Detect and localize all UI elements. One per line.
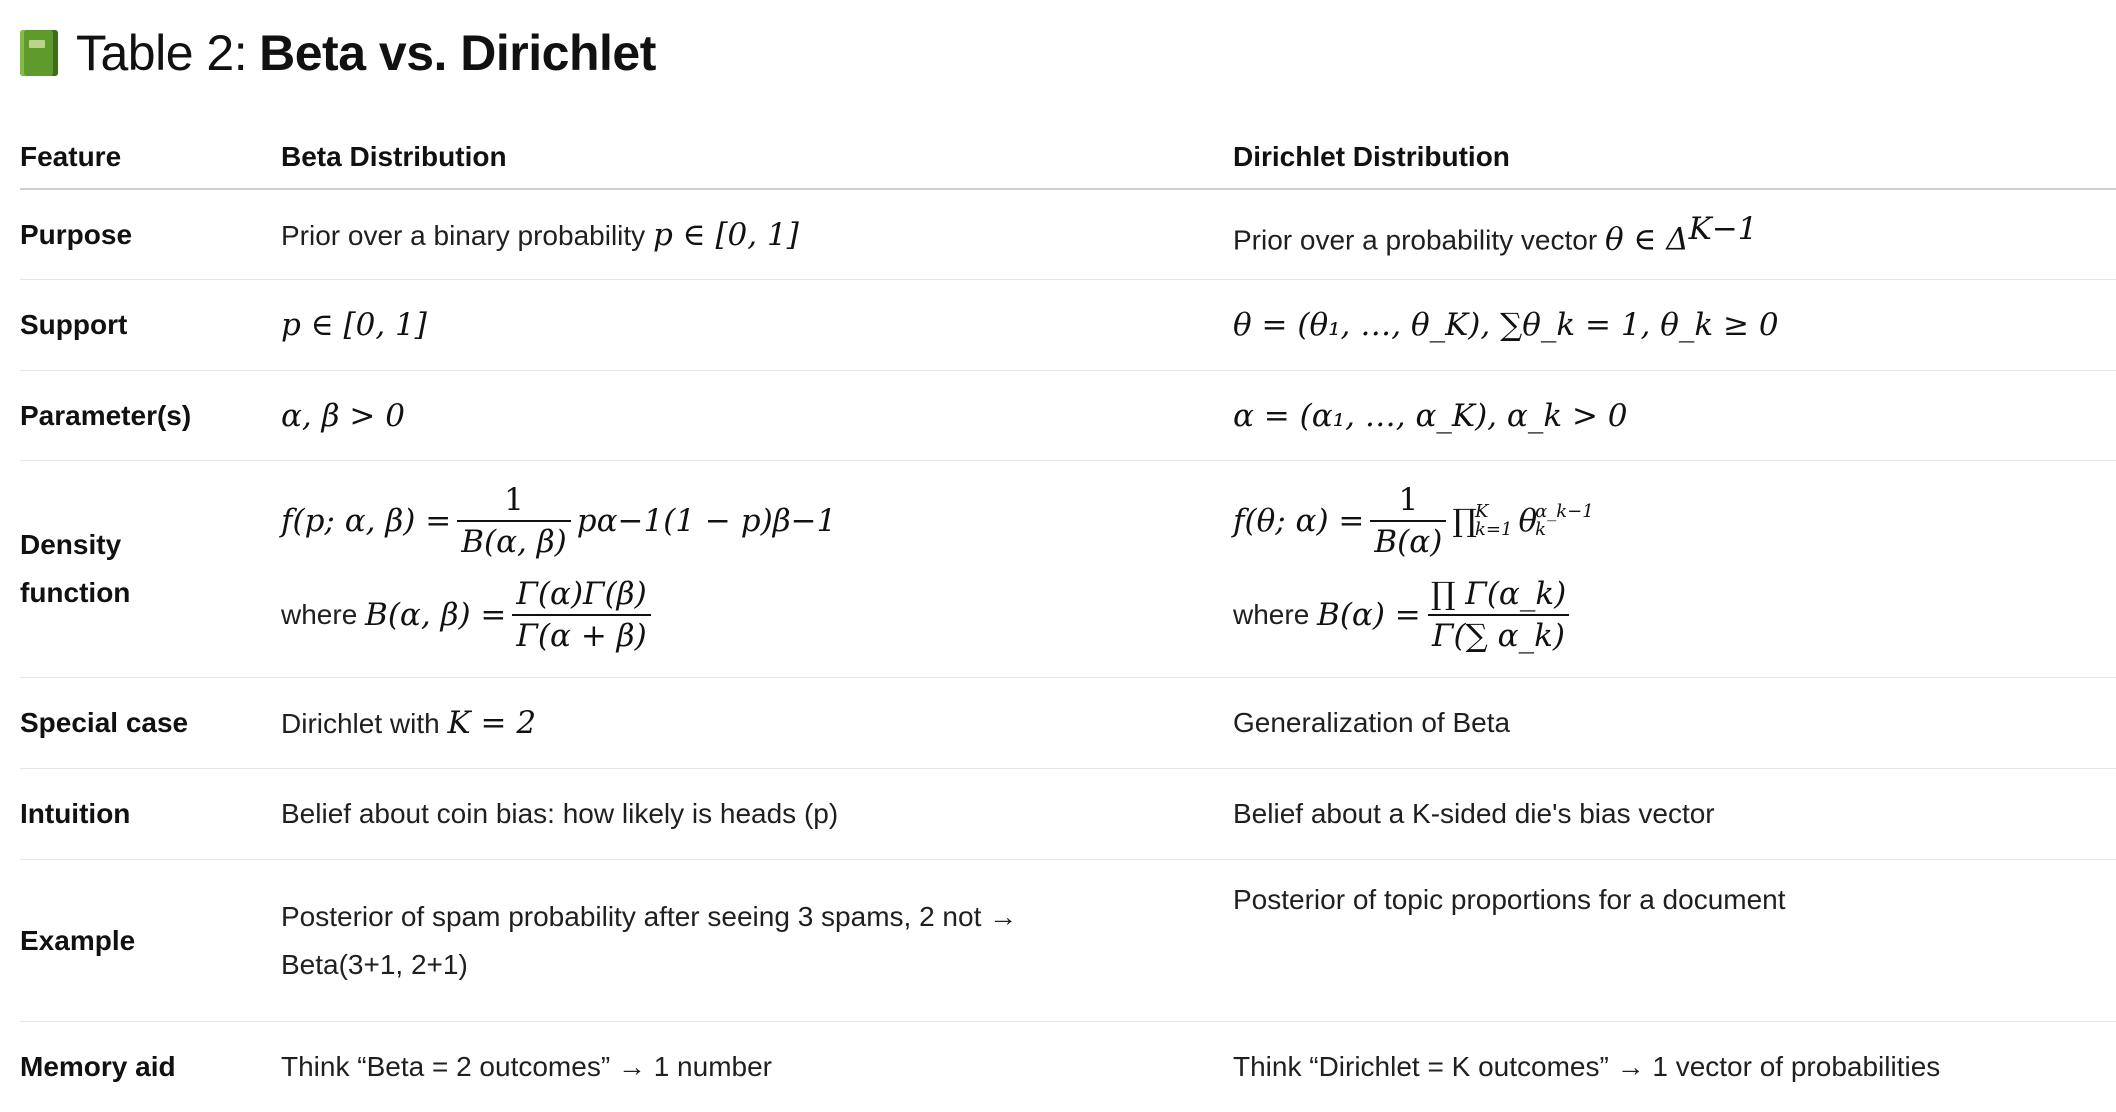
feature-cell: Example (20, 860, 281, 1022)
feature-cell: Parameter(s) (20, 371, 281, 461)
table-header-row (20, 120, 2116, 189)
beta-text: Dirichlet with (281, 708, 447, 739)
theta-exponent: α_k−1 (1535, 503, 1594, 521)
fraction-denominator: Γ(∑ α_k) (1428, 614, 1569, 654)
fraction-numerator: 1 (500, 482, 528, 520)
fraction-denominator: Γ(α + β) (512, 614, 650, 654)
beta-math: p ∈ [0, 1] (653, 217, 799, 253)
beta-b-lhs: B(α, β) = (365, 597, 506, 633)
beta-cell: Belief about coin bias: how likely is heads (p) (281, 769, 1233, 860)
table-row-intuition (20, 769, 2116, 860)
beta-text: Prior over a binary probability (281, 220, 653, 251)
beta-cell (281, 371, 1233, 461)
feature-label: Density function (20, 521, 160, 617)
beta-cell (281, 678, 1233, 769)
beta-density-p: p (577, 503, 597, 539)
header-beta: Beta Distribution (281, 120, 1233, 189)
product-upper: K (1475, 503, 1512, 521)
beta-math: α, β > 0 (281, 398, 405, 434)
fraction-numerator: Γ(α)Γ(β) (512, 576, 650, 614)
beta-cell (281, 461, 1233, 678)
dirichlet-math: α = (α₁, …, α_K), α_k > 0 (1233, 398, 1628, 434)
beta-cell (281, 860, 1233, 1022)
fraction-numerator: ∏ Γ(α_k) (1427, 576, 1570, 614)
dirichlet-text: Prior over a probability vector (1233, 225, 1605, 256)
dirichlet-cell (1233, 371, 2116, 461)
beta-cell: Think “Beta = 2 outcomes” → 1 number (281, 1022, 1233, 1112)
beta-density-fraction (457, 482, 571, 560)
beta-density-lhs: f(p; α, β) = (281, 503, 451, 539)
header-feature: Feature (20, 120, 281, 189)
dirichlet-cell: Belief about a K-sided die's bias vector (1233, 769, 2116, 860)
fraction-numerator: 1 (1394, 482, 1422, 520)
beta-b-fraction (512, 576, 650, 654)
fraction-denominator: B(α, β) (457, 520, 571, 560)
dirichlet-math: θ = (θ₁, …, θ_K), ∑θ_k = 1, θ_k ≥ 0 (1233, 307, 1779, 343)
product-symbol: ∏ (1452, 503, 1477, 539)
where-label: where (1233, 599, 1309, 631)
dirichlet-math-sup: K−1 (1689, 211, 1758, 247)
where-label: where (281, 599, 357, 631)
green-book-icon (20, 30, 58, 76)
beta-line-1: Posterior of spam probability after seeing 3 spams, 2 not → (281, 893, 1233, 941)
beta-cell (281, 189, 1233, 280)
fraction-denominator: B(α) (1370, 520, 1446, 560)
dirichlet-density-formula (1233, 475, 2116, 567)
dirichlet-cell (1233, 280, 2116, 371)
dirichlet-theta: θ (1518, 503, 1537, 539)
title-strong: Beta vs. Dirichlet (259, 24, 656, 82)
table-row-example (20, 860, 2116, 1022)
beta-cell (281, 280, 1233, 371)
page-title (20, 18, 656, 88)
feature-cell (20, 461, 281, 678)
table-row-purpose (20, 189, 2116, 280)
dirichlet-cell (1233, 461, 2116, 678)
dirichlet-cell: Posterior of topic proportions for a document (1233, 860, 2116, 1022)
product-lower: k=1 (1475, 521, 1512, 539)
table-row-memory-aid (20, 1022, 2116, 1112)
beta-math: p ∈ [0, 1] (281, 307, 427, 343)
theta-subscript: k (1535, 521, 1594, 539)
beta-density-term2: (1 − p) (663, 503, 772, 539)
dirichlet-b-fraction (1427, 576, 1570, 654)
dirichlet-cell (1233, 189, 2116, 280)
dirichlet-density-lhs: f(θ; α) = (1233, 503, 1364, 539)
table-row-density (20, 461, 2116, 678)
feature-cell: Support (20, 280, 281, 371)
table-row-parameters (20, 371, 2116, 461)
dirichlet-density-fraction (1370, 482, 1446, 560)
beta-density-formula (281, 475, 1233, 567)
feature-cell: Special case (20, 678, 281, 769)
dirichlet-math: θ ∈ Δ (1605, 222, 1689, 258)
title-lead: Table 2: (76, 24, 247, 82)
dirichlet-cell: Think “Dirichlet = K outcomes” → 1 vector of probabilities (1233, 1022, 2116, 1112)
dirichlet-where-formula (1233, 567, 2116, 663)
dirichlet-b-lhs: B(α) = (1317, 597, 1421, 633)
beta-line-2: Beta(3+1, 2+1) (281, 941, 1233, 989)
dirichlet-cell: Generalization of Beta (1233, 678, 2116, 769)
beta-where-formula (281, 567, 1233, 663)
feature-cell: Purpose (20, 189, 281, 280)
beta-density-exp1: α−1 (597, 503, 664, 539)
header-dirichlet: Dirichlet Distribution (1233, 120, 2116, 189)
comparison-table (20, 120, 2116, 1112)
feature-cell: Memory aid (20, 1022, 281, 1112)
beta-math: K = 2 (447, 705, 536, 741)
beta-density-exp2: β−1 (773, 503, 837, 539)
feature-cell: Intuition (20, 769, 281, 860)
theta-indices (1535, 503, 1594, 539)
table-row-support (20, 280, 2116, 371)
table-row-special-case (20, 678, 2116, 769)
product-limits (1475, 503, 1512, 539)
